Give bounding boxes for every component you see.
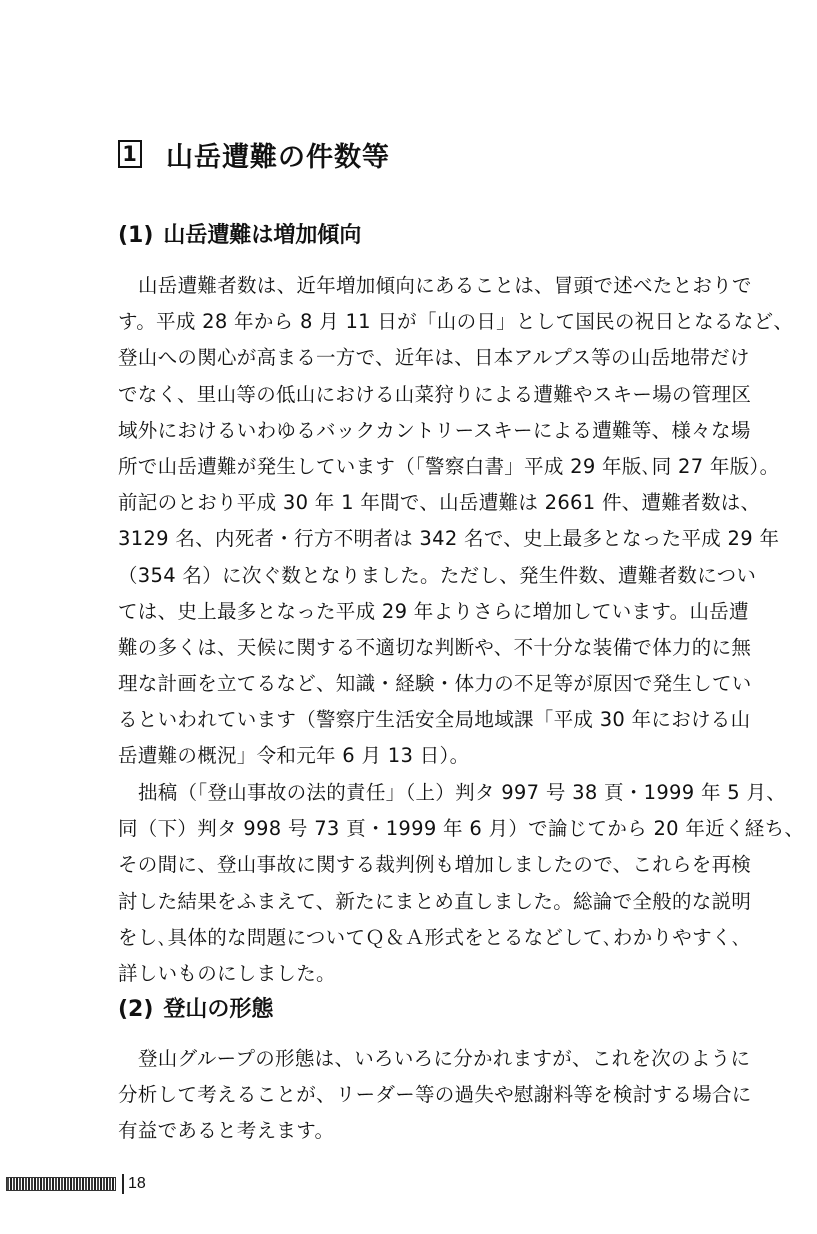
- footer-decoration-bar: [6, 1177, 116, 1191]
- section-1-paragraph-2: [118, 775, 805, 992]
- text-line: ては、史上最多となった平成 29 年よりさらに増加しています。山岳遭: [118, 599, 749, 623]
- text-line: 登山グループの形態は、いろいろに分かれますが、これを次のように: [138, 1047, 751, 1070]
- text-line: をし､具体的な問題についてＱ＆Ａ形式をとるなどして､わかりやすく､: [118, 925, 742, 949]
- section-1-heading: [118, 220, 361, 252]
- text-line: 有益であると考えます。: [118, 1119, 335, 1143]
- text-line: 岳遭難の概況」令和元年 6 月 13 日）。: [118, 744, 470, 768]
- page-number: 18: [128, 1175, 146, 1192]
- text-line: 同（下）判タ 998 号 73 頁・1999 年 6 月）で論じてから 20 年近く経ち、: [118, 817, 805, 841]
- text-line: 3129 名、内死者・行方不明者は 342 名で、史上最多となった平成 29 年: [118, 527, 780, 551]
- text-line: 前記のとおり平成 30 年 1 年間で、山岳遭難は 2661 件、遭難者数は、: [118, 491, 761, 515]
- text-line: でなく、里山等の低山における山菜狩りによる遭難やスキー場の管理区: [118, 382, 752, 406]
- text-line: 難の多くは、天候に関する不適切な判断や、不十分な装備で体力的に無: [118, 635, 752, 659]
- text-line: 域外におけるいわゆるバックカントリースキーによる遭難等、様々な場: [118, 418, 751, 442]
- section-1-number: (1): [118, 223, 154, 248]
- section-2-number: (2): [118, 997, 154, 1022]
- section-2-title: 登山の形態: [163, 997, 274, 1022]
- section-1-title: 山岳遭難は増加傾向: [163, 223, 362, 248]
- text-line: す。平成 28 年から 8 月 11 日が「山の日」として国民の祝日となるなど、: [118, 310, 794, 334]
- chapter-heading: [118, 134, 390, 174]
- section-1-paragraph-1: [118, 268, 794, 775]
- section-2-heading: [118, 994, 273, 1026]
- page-footer: [6, 1172, 146, 1196]
- text-line: 所で山岳遭難が発生しています（「警察白書」平成 29 年版､同 27 年版）。: [118, 454, 780, 478]
- text-line: 分析して考えることが、リーダー等の過失や慰謝料等を検討する場合に: [118, 1083, 752, 1107]
- chapter-title: 山岳遭難の件数等: [166, 141, 390, 173]
- text-line: るといわれています（警察庁生活安全局地域課「平成 30 年における山: [118, 708, 751, 732]
- text-line: （354 名）に次ぐ数となりました。ただし、発生件数、遭難者数につい: [118, 563, 757, 587]
- text-line: その間に、登山事故に関する裁判例も増加しましたので、これらを再検: [118, 853, 752, 877]
- text-line: 山岳遭難者数は、近年増加傾向にあることは、冒頭で述べたとおりで: [138, 274, 752, 297]
- chapter-number-box: 1: [118, 140, 142, 168]
- section-2-paragraph-1: [118, 1041, 778, 1150]
- text-line: 詳しいものにしました。: [118, 961, 336, 985]
- text-line: 理な計画を立てるなど、知識・経験・体力の不足等が原因で発生してい: [118, 672, 752, 696]
- text-line: 拙稿（「登山事故の法的責任」（上）判タ 997 号 38 頁・1999 年 5 月、: [138, 781, 787, 804]
- text-line: 登山への関心が高まる一方で、近年は、日本アルプス等の山岳地帯だけ: [118, 346, 750, 370]
- footer-separator: [122, 1174, 124, 1194]
- text-line: 討した結果をふまえて、新たにまとめ直しました。総論で全般的な説明: [118, 889, 752, 913]
